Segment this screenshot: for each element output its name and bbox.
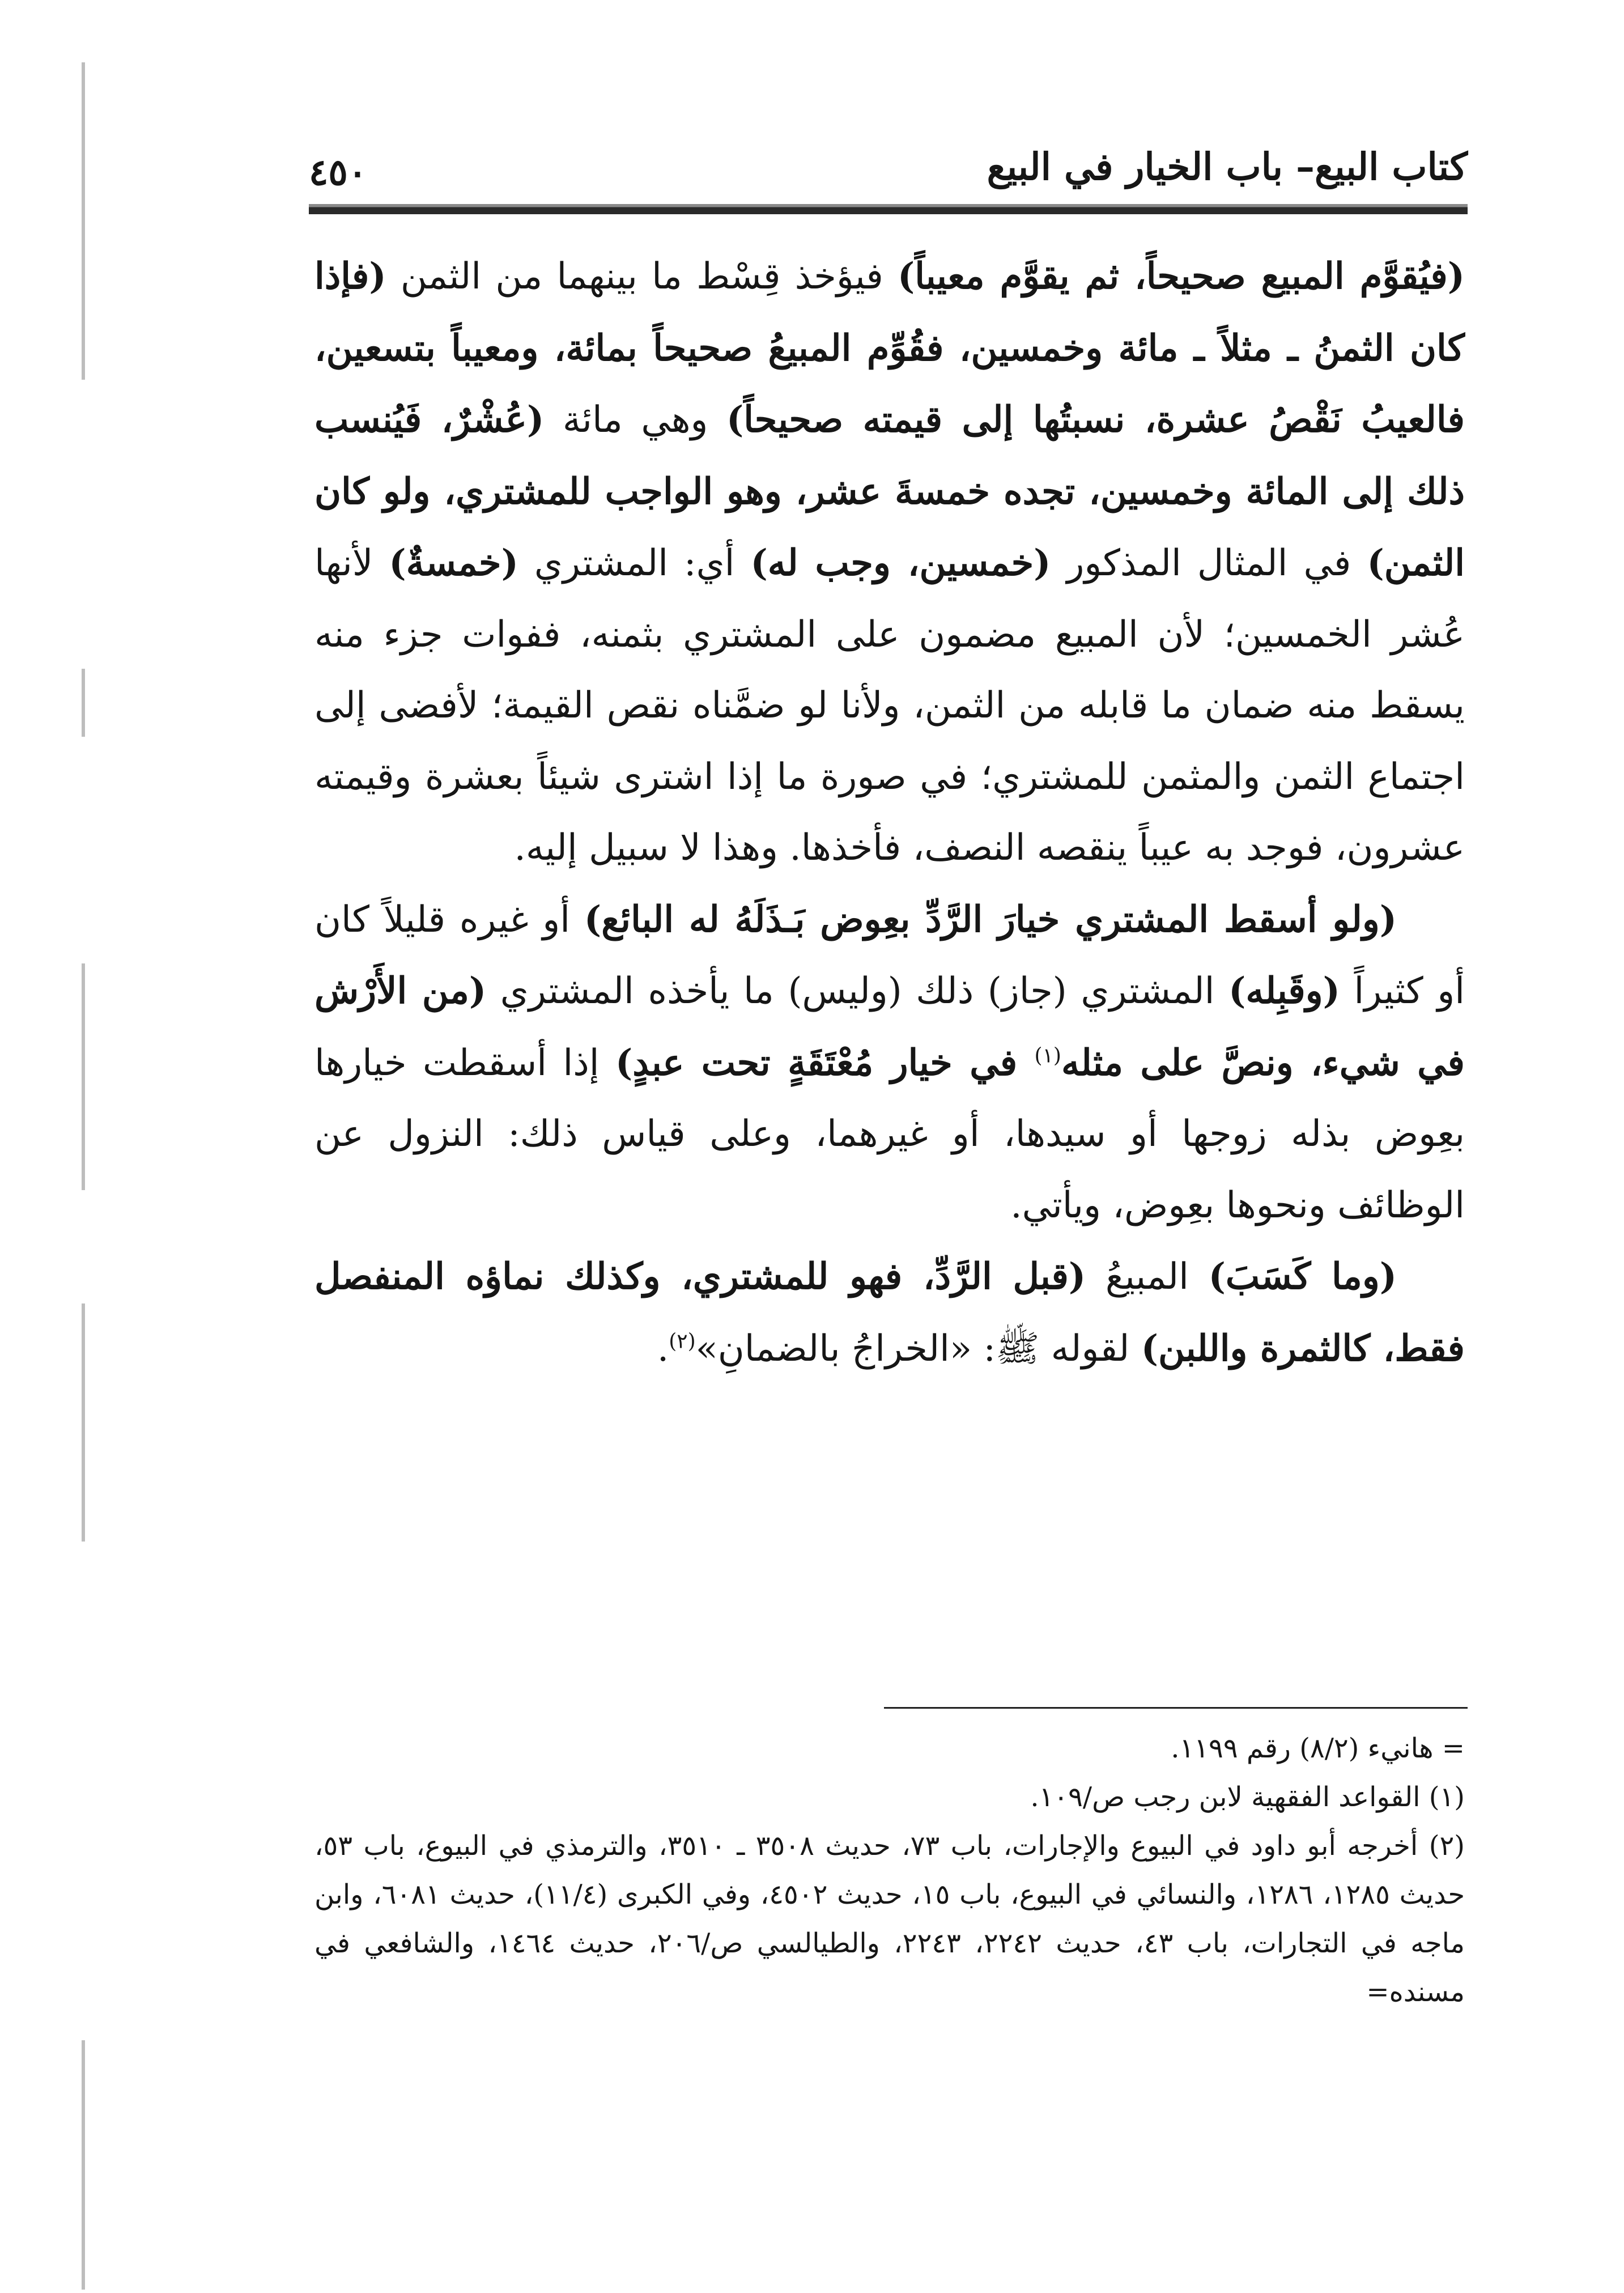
- binding-edge-line: [82, 669, 85, 737]
- sharh-text: ما يأخذه المشتري: [486, 970, 788, 1012]
- sharh-text: ذلك: [902, 970, 988, 1012]
- binding-edge-line: [82, 1303, 85, 1542]
- binding-edge-line: [82, 963, 85, 1190]
- sharh-text: في المثال المذكور: [1051, 542, 1367, 584]
- sharh-text: وهي مائة: [544, 399, 726, 441]
- footnote-continuation: = هانيء (٨/٢) رقم ١١٩٩.: [1171, 1733, 1465, 1764]
- matn-text: في خيار مُعْتَقَةٍ تحت عبدٍ): [615, 1041, 1035, 1084]
- matn-text: (وقَبِله): [1228, 970, 1340, 1012]
- matn-text: (خمسةٌ): [389, 542, 518, 584]
- main-text: [314, 241, 1465, 1385]
- footnote-rule: [884, 1707, 1468, 1709]
- sharh-text: إذا أسقطت خيارها بعِوض بذله زوجها أو سيدها، أو غيرهما، وعلى قياس ذلك: النزول عن الوظائف ونحوها بعِوض، ويأتي.: [314, 1042, 1465, 1226]
- binding-edge-line: [82, 2040, 85, 2290]
- running-title: كتاب البيع– باب الخيار في البيع: [987, 145, 1468, 189]
- matn-text: (ولو أسقط المشتري خيارَ الرَّدِّ بعِوض بَـذَلَهُ له البائع): [584, 898, 1397, 941]
- footnote-marker: (١): [1034, 1044, 1061, 1068]
- page-header: [309, 139, 1468, 194]
- sharh-text: فيؤخذ قِسْط ما بينهما من الثمن: [386, 256, 898, 298]
- footnote-marker: (٢): [669, 1330, 696, 1353]
- matn-text: (فإذا كان الثمنُ ـ مثلاً ـ مائة وخمسين، فقُوِّم المبيعُ صحيحاً بمائة، ومعيباً بتسعين، فالعيبُ نَقْصُ عشرة، نسبتُها إلى قيمته صحيحاً): [314, 255, 1465, 441]
- sharh-text: أي: المشتري: [518, 542, 751, 584]
- sharh-text: المبيعُ: [1086, 1256, 1209, 1298]
- paragraph: [314, 1241, 1465, 1385]
- page-number: ٤٥٠: [309, 151, 368, 194]
- footnote-2: (٢) أخرجه أبو داود في البيوع والإجارات، باب ٧٣، حديث ٣٥٠٨ ـ ٣٥١٠، والترمذي في البيوع، باب ٥٣، حديث ١٢٨٥، ١٢٨٦، والنسائي في البيوع، باب ١٥، حديث ٤٥٠٢، وفي الكبرى (١١/٤)، حديث ٦٠٨١، وابن ماجه في التجارات، باب ٤٣، حديث ٢٢٤٢، ٢٢٤٣، والطيالسي ص/٢٠٦، حديث ١٤٦٤، والشافعي في مسنده=: [314, 1830, 1465, 2008]
- sharh-text: المشتري: [1066, 970, 1229, 1012]
- sharh-text: لقوله ﷺ: «الخراجُ بالضمانِ»: [695, 1327, 1141, 1370]
- footnotes: [314, 1724, 1465, 2016]
- paragraph: [314, 884, 1465, 1242]
- sharh-text: أو غيره قليلاً كان أو كثيراً: [314, 898, 1465, 1012]
- footnote-1: (١) القواعد الفقهية لابن رجب ص/١٠٩.: [1030, 1781, 1465, 1813]
- matn-text: (قبل الرَّدِّ، فهو للمشتري، وكذلك نماؤه المنفصل فقط، كالثمرة واللبن): [314, 1255, 1465, 1370]
- sharh-text: .: [657, 1327, 669, 1370]
- matn-text: (وما كَسَبَ): [1208, 1255, 1397, 1298]
- matn-text: (خمسين، وجب له): [750, 542, 1051, 584]
- sharh-text: لأنها عُشر الخمسين؛ لأن المبيع مضمون على المشتري بثمنه، ففوات جزء منه يسقط منه ضمان ما قابله من الثمن، ولأنا لو ضمَّناه نقص القيمة؛ لأفضى إلى اجتماع الثمن والمثمن للمشتري؛ في صورة ما إذا اشترى شيئاً بعشرة وقيمته عشرون، فوجد به عيباً ينقصه النصف، فأخذها. وهذا لا سبيل إليه.: [314, 542, 1465, 869]
- sharh-text: (وليس): [788, 970, 902, 1012]
- matn-text: (عُشْرٌ، فَيُنسب ذلك إلى المائة وخمسين، تجده خمسةَ عشر، وهو الواجب للمشتري، ولو كان الثمن): [314, 398, 1465, 584]
- paragraph: [314, 241, 1465, 884]
- sharh-text: (جاز): [987, 970, 1067, 1012]
- matn-text: (من الأَرْش في شيء، ونصَّ على مثله: [314, 970, 1465, 1084]
- binding-edge-line: [82, 62, 85, 380]
- matn-text: (فيُقوَّم المبيع صحيحاً، ثم يقوَّم معيباً): [897, 255, 1465, 298]
- header-rule: [309, 204, 1468, 214]
